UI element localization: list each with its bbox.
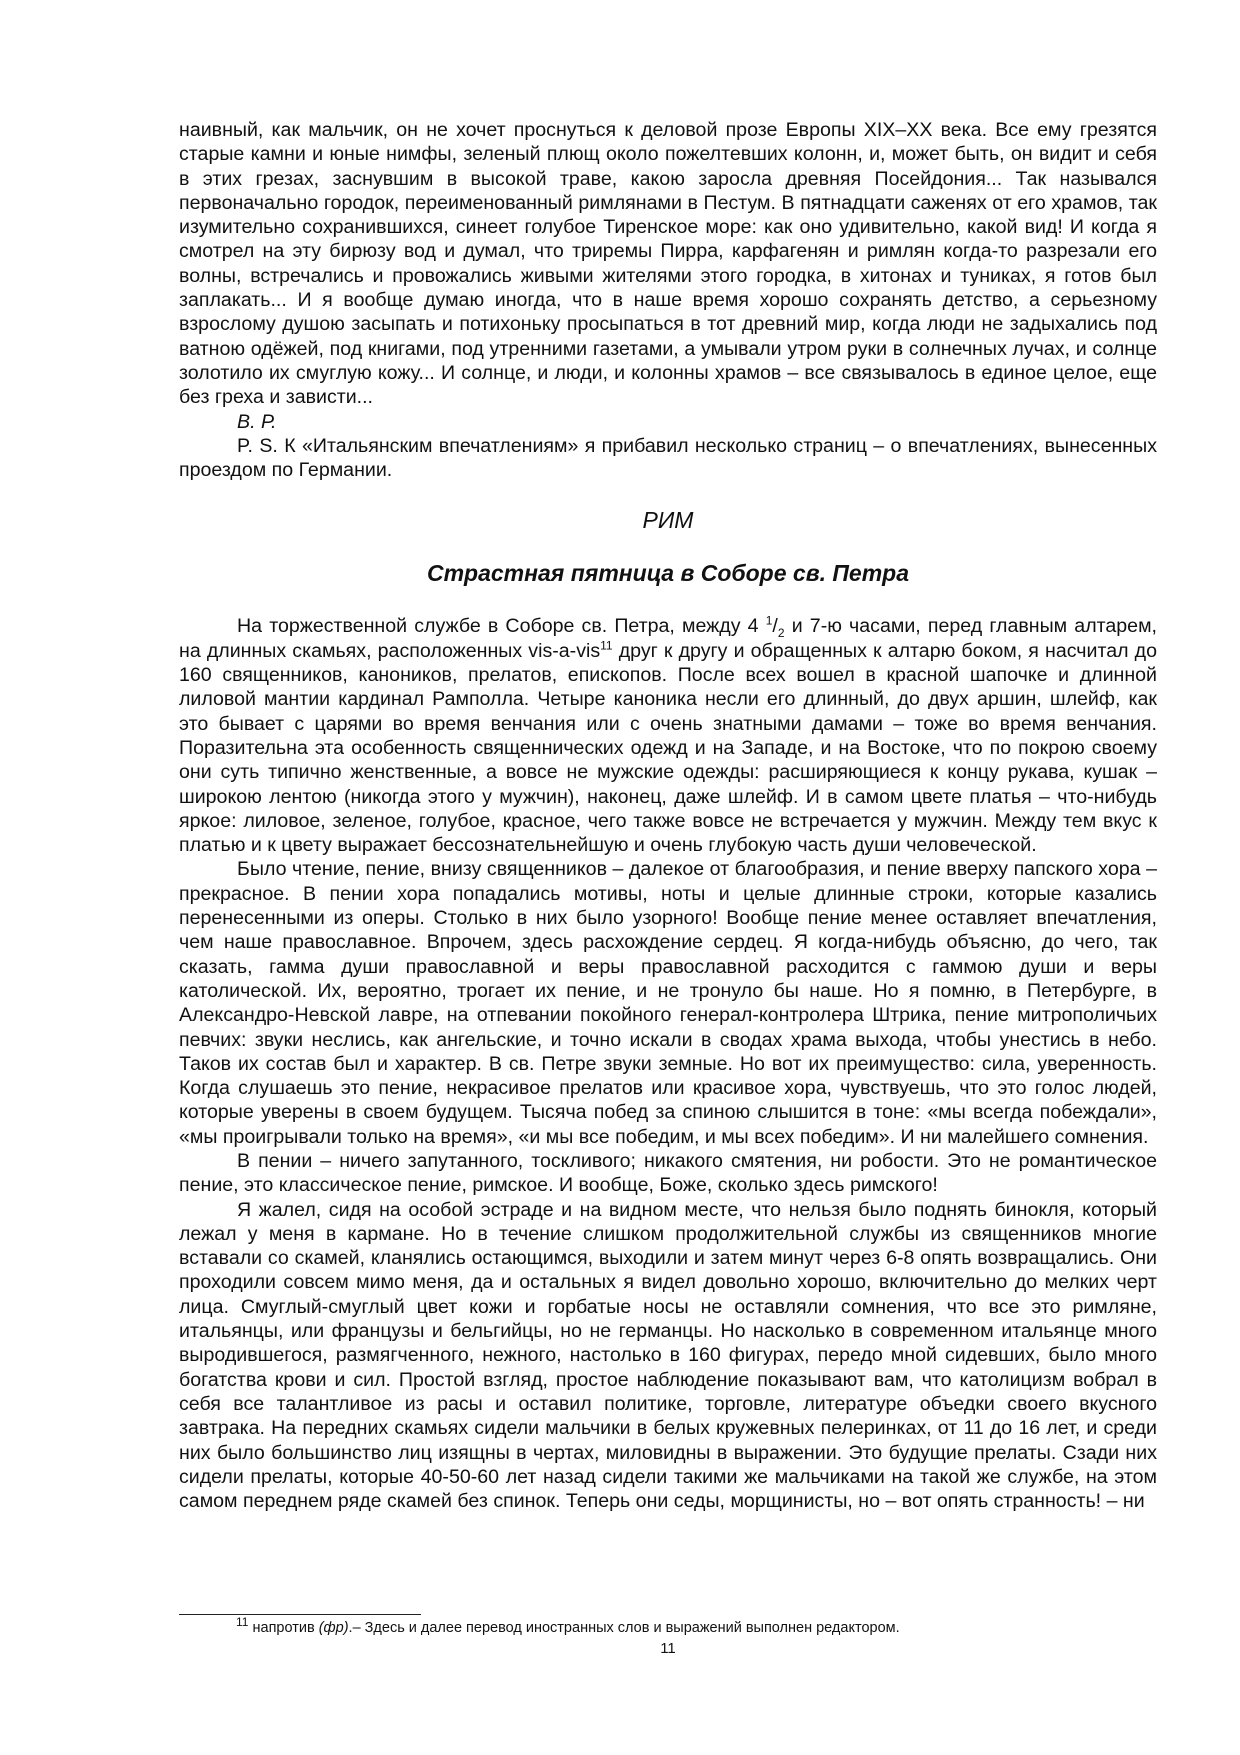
paragraph-1-part-c: друг к другу и обращенных к алтарю боком, я насчитал до 160 священников, каноников, прелатов, епископов. После всех вошел в красной шапочке и длинной лиловой мантии кардинал Рамполла. Четыре каноника несли его длинный, до двух аршин, шлейф, как это бывает с царями во время венчания или с очень знатными дамами – тоже во время венчания. Поразительна эта особенность священнических одежд и на Западе, и на Востоке, что по покрою своему они суть типично женственные, а вовсе не мужские одежды: расширяющиеся к концу рукава, кушак – широкою лентою (никогда этого у мужчин), наконец, даже шлейф. И в самом цвете платья – что-нибудь яркое: лиловое, зеленое, голубое, красное, чего также вовсе не встречается у мужчин. Между тем вкус к платью и к цвету выражает бессознательнейшую и очень глубокую часть души человеческой. — [179, 639, 1157, 857]
paragraph-4: Я жалел, сидя на особой эстраде и на видном месте, что нельзя было поднять бинокля, который лежал у меня в кармане. Но в течение слишком продолжительной службы из священников многие вставали со скамей, кланялись остающимся, выходили и затем минут через 6-8 опять возвращались. Они проходили совсем мимо меня, да и остальных я видел довольно хорошо, включительно до мелких черт лица. Смуглый-смуглый цвет кожи и горбатые носы не оставляли сомнения, что все это римляне, итальянцы, или французы и бельгийцы, но не германцы. Но насколько в современном итальянце много выродившегося, размягченного, нежного, настолько в 160 фигурах, передо мной сидевших, было много богатства крови и сил. Простой взгляд, простое наблюдение показывают вам, что католицизм вобрал в себя все талантливое из расы и оставил политике, торговле, литературе объедки своего вкусного завтрака. На передних скамьях сидели мальчики в белых кружевных пелеринках, от 11 до 16 лет, и среди них было большинство лиц изящны в чертах, миловидны в выражении. Это будущие прелаты. Сзади них сидели прелаты, которые 40-50-60 лет назад сидели такими же мальчиками на такой же службе, на этом самом переднем ряде скамей без спинок. Теперь они седы, морщинисты, но – вот опять странность! – ни — [179, 1198, 1157, 1513]
fraction-separator: / — [772, 615, 778, 638]
intro-paragraph: наивный, как мальчик, он не хочет проснуться к деловой прозе Европы XIX–XX века. Все ему грезятся старые камни и юные нимфы, зеленый плющ около пожелтевших колонн, и, может быть, он видит и себя в этих грезах, заснувшим в высокой траве, какою заросла древняя Посейдония... Так назывался первоначально городок, переименованный римлянами в Пестум. В пятнадцати саженях от его храмов, так изумительно сохранившихся, синеет голубое Тиренское море: как оно удивительно, какой вид! И когда я смотрел на эту бирюзу вод и думал, что триремы Пирра, карфагенян и римлян когда-то разрезали его волны, встречались и провожались живыми жителями этого городка, в хитонах и туниках, я готов был заплакать... И я вообще думаю иногда, что в наше время хорошо сохранять детство, а серьезному взрослому душою засыпать и потихоньку просыпаться в тот древний мир, когда люди не задыхались под ватною одёжей, под книгами, под утренними газетами, а умывали утром руки в солнечных лучах, и солнце золотило их смуглую кожу... И солнце, и люди, и колонны храмов – все связывалось в единое целое, еще без греха и зависти... — [179, 119, 1157, 409]
paragraph-2: Было чтение, пение, внизу священников – далекое от благообразия, и пение вверху папского хора – прекрасное. В пении хора попадались мотивы, ноты и целые длинные строки, которые казались перенесенными из оперы. Столько в них было узорного! Вообще пение менее оставляет впечатления, чем наше православное. Впрочем, здесь расхождение сердец. Я когда-нибудь объясню, до чего, так сказать, гамма души православной и веры православной расходится с гаммою души и веры католической. Их, вероятно, трогает их пение, и не тронуло бы наше. Но я помню, в Петербурге, в Александро-Невской лавре, на отпевании покойного генерал-контролера Штрика, пение митрополичьих певчих: звуки неслись, как ангельские, и точно искали в сводах храма выхода, чтобы унестись в небо. Таков их состав был и характер. В св. Петре звуки земные. Но вот их преимущество: сила, уверенность. Когда слушаешь это пение, некрасивое прелатов или красивое хора, чувствуешь, что это голос людей, которые уверены в своем будущем. Тысяча побед за спиною слышится в тоне: «мы всегда побеждали», «мы проигрывали только на время», «и мы все победим, и мы всех победим». И ни малейшего сомнения. — [179, 858, 1157, 1148]
paragraph-1 — [179, 614, 1157, 857]
postscript: P. S. К «Итальянским впечатлениям» я прибавил несколько страниц – о впечатлениях, вынесенных проездом по Германии. — [179, 434, 1157, 482]
fraction-denominator: 2 — [777, 626, 785, 641]
footnote-divider — [179, 1614, 421, 1615]
paragraph-3: В пении – ничего запутанного, тоскливого; никакого смятения, ни робости. Это не романтическое пение, это классическое пение, римское. И вообще, Боже, сколько здесь римского! — [179, 1149, 1157, 1197]
fraction-numerator: 1 — [765, 613, 773, 628]
page-body — [179, 118, 1157, 1513]
footnote-reference: 11 — [600, 638, 613, 653]
chapter-title: Страстная пятница в Соборе св. Петра — [426, 560, 910, 587]
paragraph-1-part-b: и 7-ю часами, перед главным алтарем, на длинных скамьях, расположенных vis-a-vis — [179, 615, 1157, 662]
section-title: РИМ — [642, 507, 694, 534]
footnote-text-a: напротив — [248, 1620, 319, 1636]
footnote-text-italic: (фр) — [318, 1620, 349, 1636]
footnote-number: 11 — [236, 1615, 249, 1630]
footnote-text-b: .– Здесь и далее перевод иностранных слов и выражений выполнен редактором. — [348, 1620, 900, 1636]
paragraph-1-part-a: На торжественной службе в Соборе св. Петра, между 4 — [237, 615, 766, 638]
signature: В. Р. — [237, 410, 277, 433]
page-number: 11 — [660, 1640, 676, 1657]
footnote — [236, 1615, 1157, 1637]
